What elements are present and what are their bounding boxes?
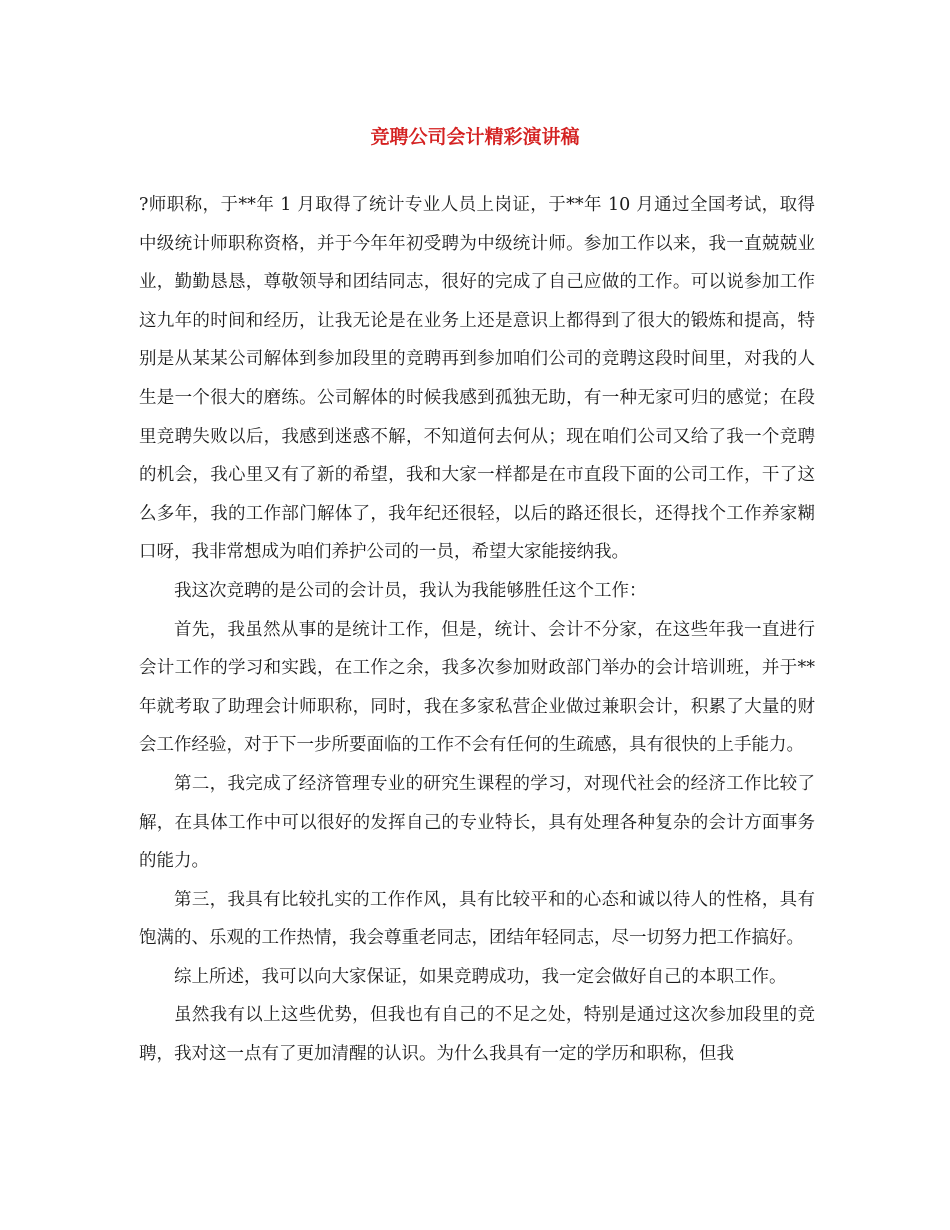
paragraph-second-point: 第二，我完成了经济管理专业的研究生课程的学习，对现代社会的经济工作比较了解，在具体工作中可以很好的发挥自己的专业特长，具有处理各种复杂的会计方面事务的能力。 (139, 773, 815, 872)
paragraph-summary: 综上所述，我可以向大家保证，如果竞聘成功，我一定会做好自己的本职工作。 (174, 966, 787, 987)
paragraph-intro: ?师职称，于**年 1 月取得了统计专业人员上岗证，于**年 10 月通过全国考试，取得中级统计师职称资格，并于今年年初受聘为中级统计师。参加工作以来，我一直兢兢业业，勤勤恳恳，尊敬领导和团结同志，很好的完成了自己应做的工作。可以说参加工作这九年的时间和经历，让我无论是在业务上还是意识上都得到了很大的锻炼和提高，特别是从某某公司解体到参加段里的竞聘再到参加咱们公司的竞聘这段时间里，对我的人生是一个很大的磨练。公司解体的时候我感到孤独无助，有一种无家可归的感觉；在段里竞聘失败以后，我感到迷惑不解，不知道何去何从；现在咱们公司又给了我一个竞聘的机会，我心里又有了新的希望，我和大家一样都是在市直段下面的公司工作，干了这么多年，我的工作部门解体了，我年纪还很轻，以后的路还很长，还得找个工作养家糊口呀，我非常想成为咱们养护公司的一员，希望大家能接纳我。 (139, 195, 815, 563)
paragraph-first-point: 首先，我虽然从事的是统计工作，但是，统计、会计不分家，在这些年我一直进行会计工作的学习和实践，在工作之余，我多次参加财政部门举办的会计培训班，并于**年就考取了助理会计师职称，同时，我在多家私营企业做过兼职会计，积累了大量的财会工作经验，对于下一步所要面临的工作不会有任何的生疏感，具有很快的上手能力。 (139, 619, 815, 756)
paragraph-shortcomings: 虽然我有以上这些优势，但我也有自己的不足之处，特别是通过这次参加段里的竞聘，我对这一点有了更加清醒的认识。为什么我具有一定的学历和职称，但我 (139, 1005, 815, 1065)
document-title: 竞聘公司会计精彩演讲稿 (370, 126, 580, 148)
paragraph-position-statement: 我这次竞聘的是公司的会计员，我认为我能够胜任这个工作： (174, 580, 647, 601)
paragraph-third-point: 第三，我具有比较扎实的工作作风，具有比较平和的心态和诚以待人的性格，具有饱满的、乐观的工作热情，我会尊重老同志，团结年轻同志，尽一切努力把工作搞好。 (139, 889, 815, 949)
document-body (139, 186, 815, 1074)
